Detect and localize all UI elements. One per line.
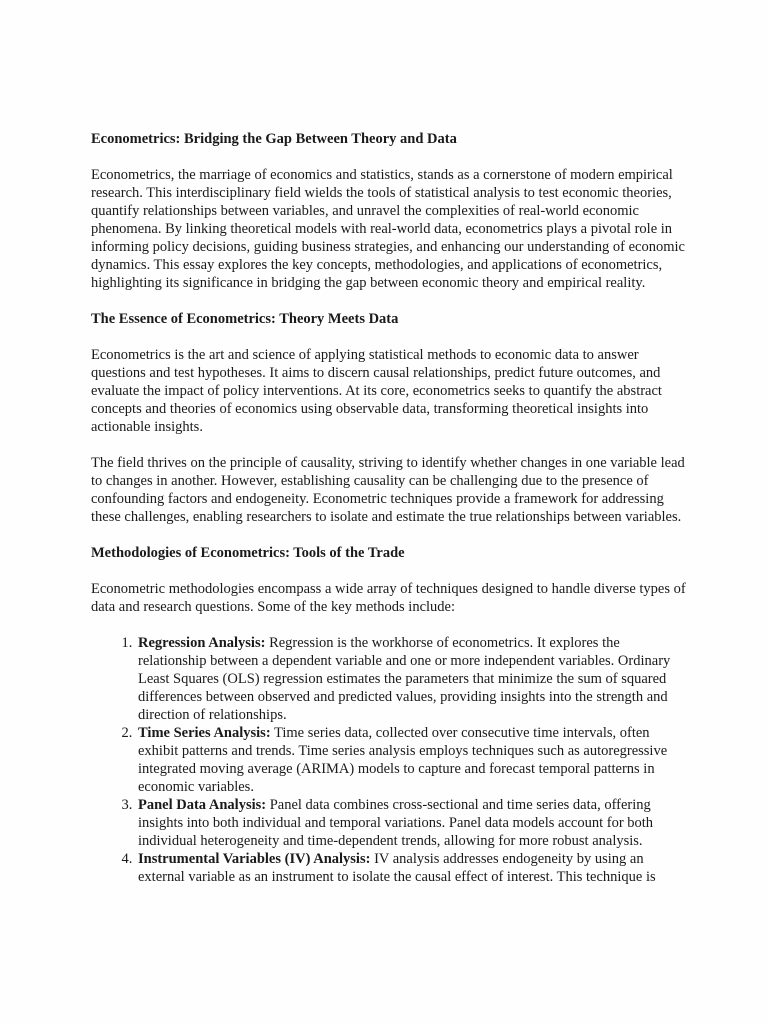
list-item (136, 850, 687, 886)
list-item-term: Instrumental Variables (IV) Analysis: (138, 851, 371, 867)
methods-list (91, 634, 687, 886)
methodologies-intro: Econometric methodologies encompass a wide array of techniques designed to handle diverse types of data and research questions. Some of the key methods include: (91, 581, 686, 615)
list-item (136, 634, 687, 724)
document-body (91, 130, 687, 886)
essence-paragraph-1: Econometrics is the art and science of applying statistical methods to economic data to answer questions and test hypotheses. It aims to discern causal relationships, predict future outcomes, and evaluate the impact of policy interventions. At its core, econometrics seeks to quantify the abstract concepts and theories of economics using observable data, transforming theoretical insights into actionable insights. (91, 347, 662, 435)
document-title: Econometrics: Bridging the Gap Between Theory and Data (91, 131, 457, 147)
list-item-text: IV analysis addresses endogeneity by using an external variable as an instrument to isolate the causal effect of interest. This technique is (138, 851, 656, 885)
list-item (136, 724, 687, 796)
intro-paragraph: Econometrics, the marriage of economics and statistics, stands as a cornerstone of modern empirical research. This interdisciplinary field wields the tools of statistical analysis to test economic theories, quantify relationships between variables, and unravel the complexities of real-world economic phenomena. By linking theoretical models with real-world data, econometrics plays a pivotal role in informing policy decisions, guiding business strategies, and enhancing our understanding of economic dynamics. This essay explores the key concepts, methodologies, and applications of econometrics, highlighting its significance in bridging the gap between economic theory and empirical reality. (91, 167, 685, 291)
list-item (136, 796, 687, 850)
list-item-text: Time series data, collected over consecutive time intervals, often exhibit patterns and trends. Time series analysis employs techniques such as autoregressive integrated moving average (ARIMA) models to capture and forecast temporal patterns in economic variables. (138, 725, 668, 795)
list-item-term: Regression Analysis: (138, 635, 266, 651)
list-item-text: Regression is the workhorse of econometrics. It explores the relationship between a dependent variable and one or more independent variables. Ordinary Least Squares (OLS) regression estimates the parameters that minimize the sum of squared differences between observed and predicted values, providing insights into the strength and direction of relationships. (138, 635, 671, 723)
list-item-text: Panel data combines cross-sectional and time series data, offering insights into both individual and temporal variations. Panel data models account for both individual heterogeneity and time-dependent trends, allowing for more robust analysis. (138, 797, 654, 849)
section-heading-essence: The Essence of Econometrics: Theory Meets Data (91, 311, 399, 327)
list-item-term: Panel Data Analysis: (138, 797, 267, 813)
essence-paragraph-2: The field thrives on the principle of causality, striving to identify whether changes in one variable lead to changes in another. However, establishing causality can be challenging due to the presence of confounding factors and endogeneity. Econometric techniques provide a framework for addressing these challenges, enabling researchers to isolate and estimate the true relationships between variables. (91, 455, 685, 525)
section-heading-methodologies: Methodologies of Econometrics: Tools of the Trade (91, 545, 405, 561)
list-item-term: Time Series Analysis: (138, 725, 271, 741)
